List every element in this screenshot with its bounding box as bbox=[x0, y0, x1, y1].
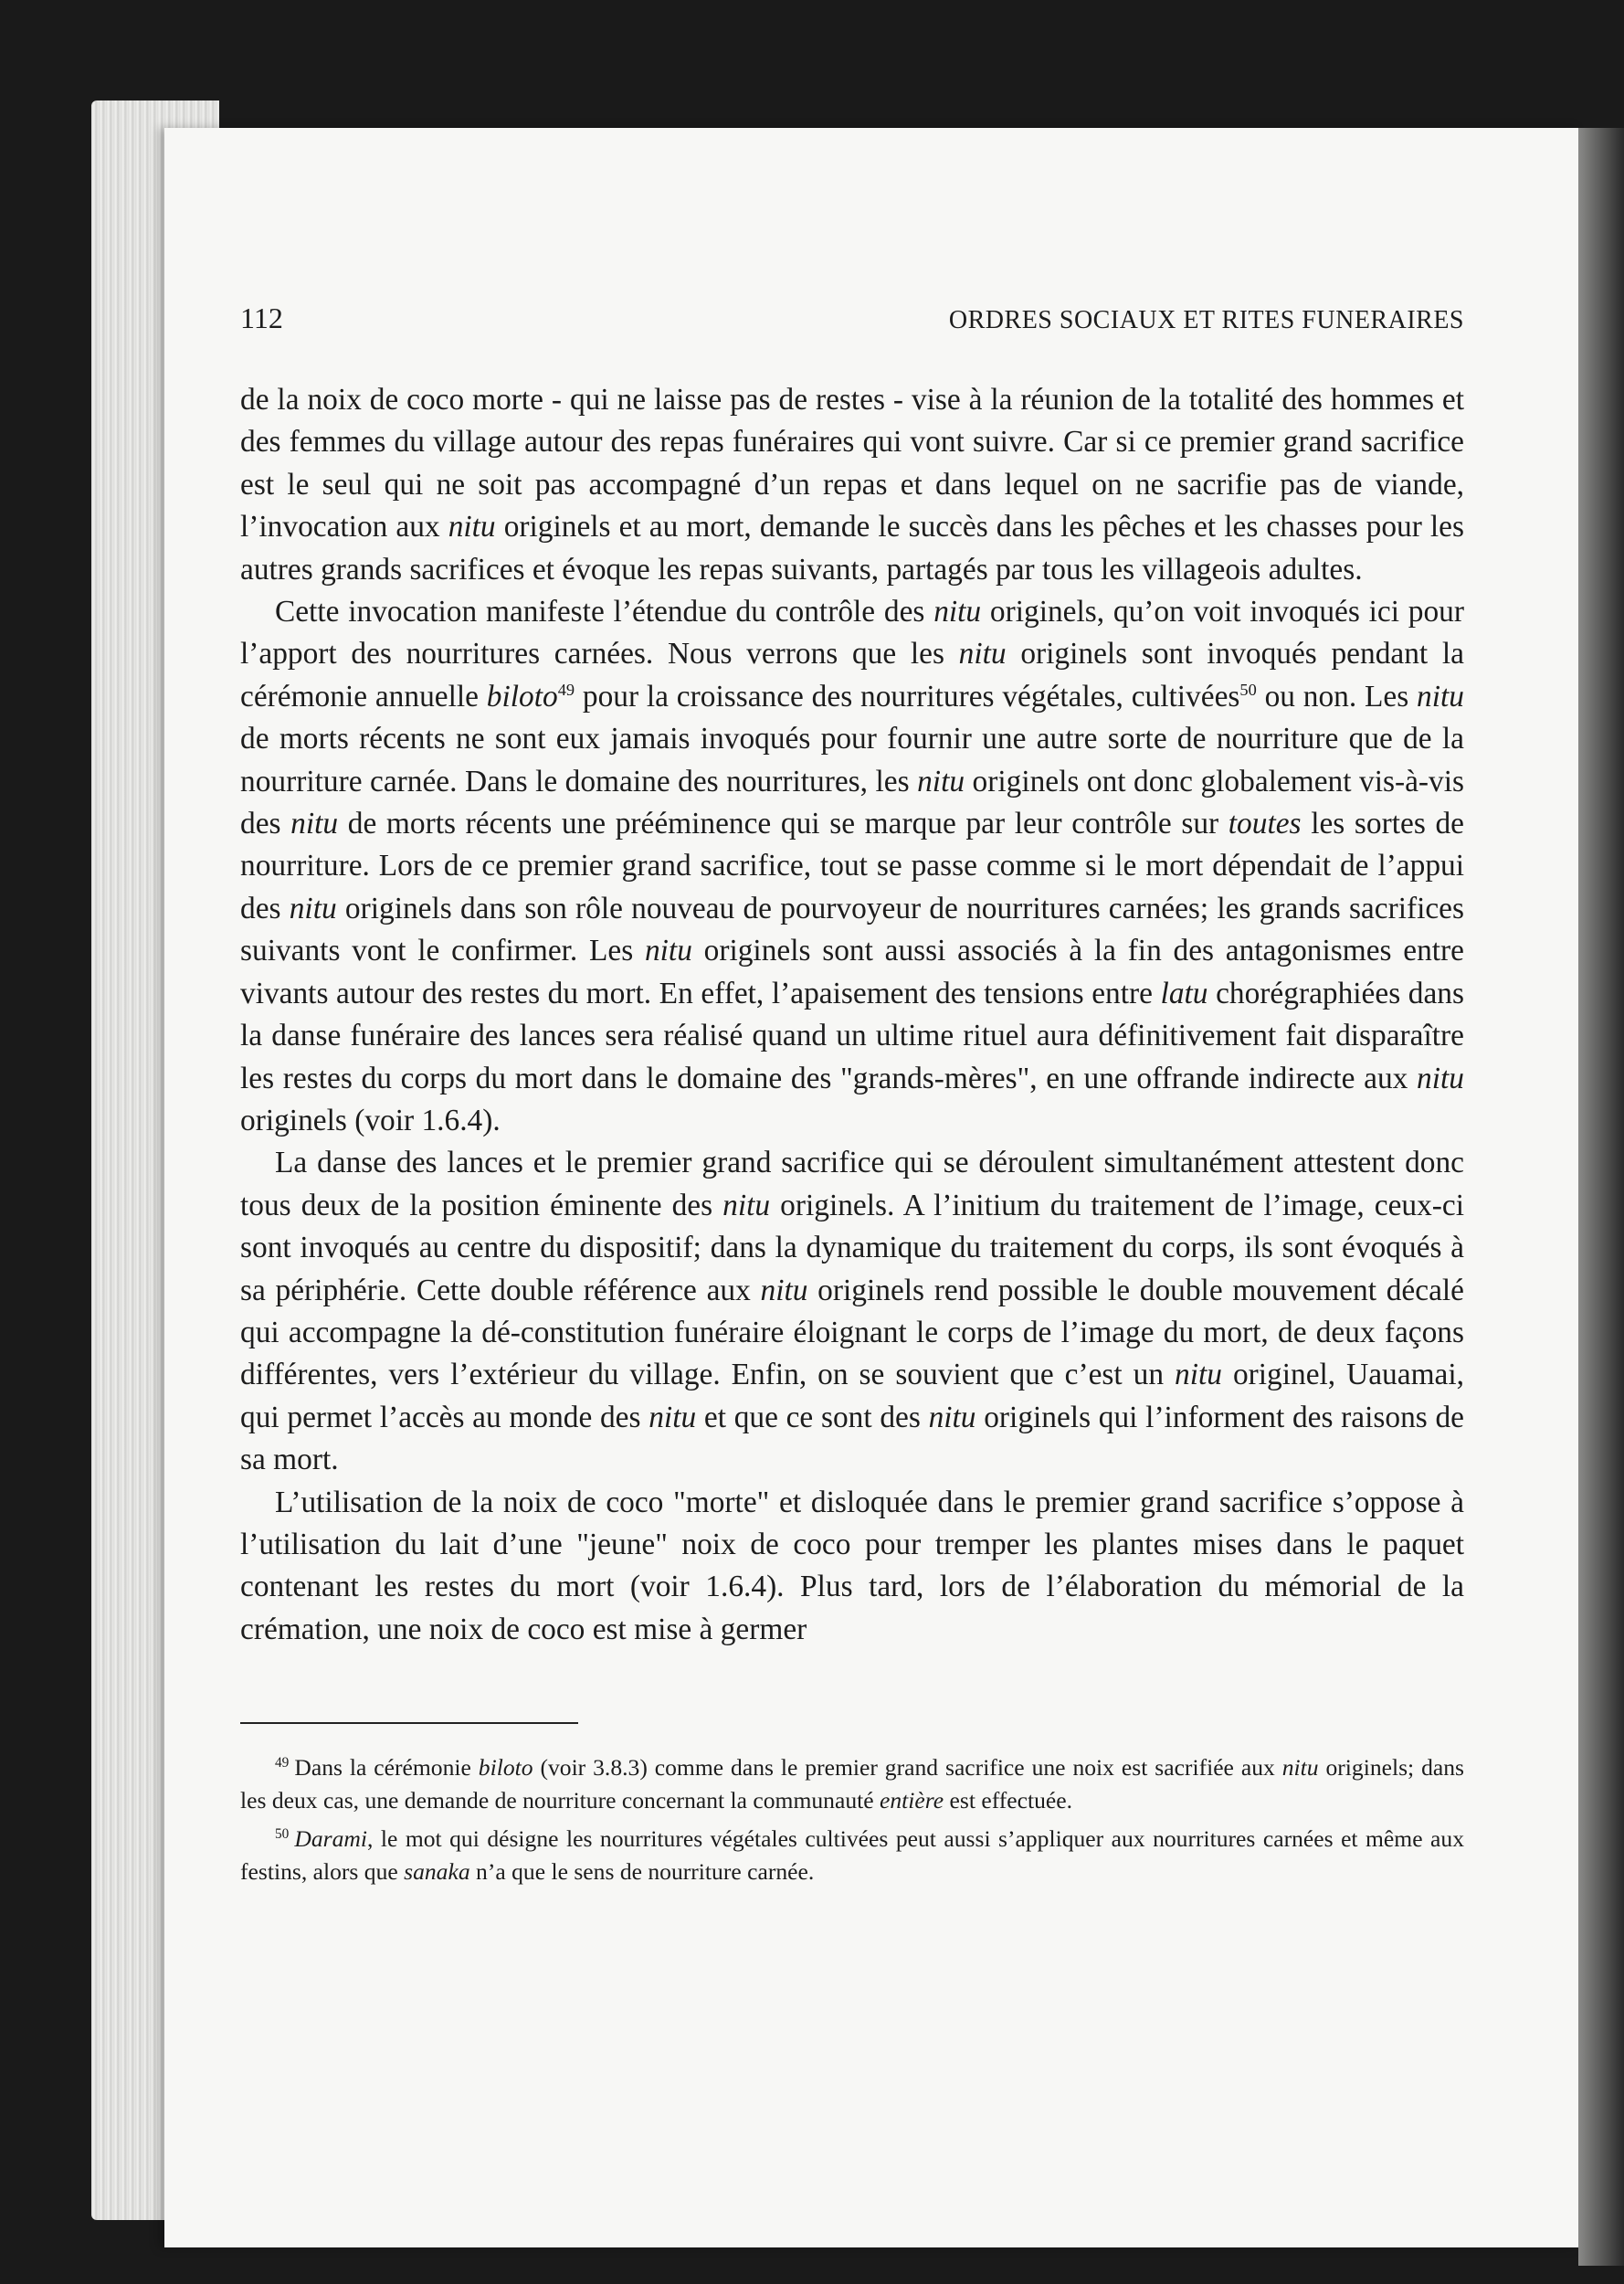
text-run: , le mot qui désigne les nourritures végétales cultivées peut aussi s’appliquer aux nourritures carnées et même aux festins, alors que bbox=[240, 1825, 1464, 1886]
body-text bbox=[240, 379, 1464, 1651]
text-run: n’a que le sens de nourriture carnée. bbox=[469, 1858, 815, 1886]
paragraph-4 bbox=[240, 1482, 1464, 1652]
text-run: est effectuée. bbox=[944, 1787, 1073, 1814]
italic-term: entière bbox=[880, 1787, 944, 1814]
page-number: 112 bbox=[240, 301, 283, 334]
text-run: originels ont donc globalement vis-à-vis des bbox=[240, 764, 1464, 841]
text-run: Cette invocation manifeste l’étendue du contrôle des bbox=[275, 595, 934, 629]
running-title: ORDRES SOCIAUX ET RITES FUNERAIRES bbox=[948, 306, 1464, 334]
italic-term: nitu bbox=[958, 637, 1007, 671]
text-run: originel, Uauamai, qui permet l’accès au monde des bbox=[240, 1358, 1464, 1434]
italic-term: nitu bbox=[1417, 679, 1464, 714]
text-run: de la noix de coco morte - qui ne laisse pas de restes - vise à la réunion de la totalité des hommes et des femmes du village autour des repas funéraires qui vont suivre. Car si ce premier grand sacrifice est le seul qui ne soit pas accompagné d’un repas et dans lequel on ne sacrifie pas de viande, l’invocation aux bbox=[240, 383, 1464, 545]
text-run: originels. A l’initium du traitement de l’image, ceux-ci sont invoqués au centre du dispositif; dans la dynamique du traitement du corps, ils sont évoqués à sa périphérie. Cette double référence aux bbox=[240, 1188, 1464, 1307]
italic-term: nitu bbox=[448, 510, 496, 545]
text-run: originels et au mort, demande le succès dans les pêches et les chasses pour les autres grands sacrifices et évoque les repas suivants, partagés par tous les villageois adultes. bbox=[240, 510, 1464, 587]
text-run: de morts récents ne sont eux jamais invoqués pour fournir une autre sorte de nourriture que de la nourriture carnée. Dans le domaine des nourritures, les bbox=[240, 722, 1464, 798]
italic-term: nitu bbox=[1281, 1754, 1319, 1782]
italic-term: toutes bbox=[1228, 807, 1302, 841]
text-run: originels dans son rôle nouveau de pourvoyeur de nourritures carnées; les grands sacrifices suivants vont le confirmer. Les bbox=[240, 891, 1465, 968]
italic-term: nitu bbox=[928, 1400, 976, 1434]
text-run: (voir 3.8.3) comme dans le premier grand sacrifice une noix est sacrifiée aux bbox=[533, 1754, 1282, 1782]
text-run: originels sont aussi associés à la fin des antagonismes entre vivants autour des restes du mort. En effet, l’apaisement des tensions entre bbox=[240, 934, 1464, 1010]
text-run: Dans la cérémonie bbox=[294, 1754, 479, 1782]
paragraph-3 bbox=[240, 1142, 1464, 1481]
italic-term: nitu bbox=[649, 1400, 697, 1434]
italic-term: nitu bbox=[289, 891, 337, 925]
italic-term: biloto bbox=[478, 1754, 533, 1782]
text-run: originels; dans les deux cas, une demande de nourriture concernant la communauté bbox=[240, 1754, 1465, 1814]
text-run: originels (voir 1.6.4). bbox=[240, 1103, 501, 1137]
running-head bbox=[240, 301, 1464, 335]
text-run: originels rend possible le double mouvement décalé qui accompagne la dé-constitution funéraire éloignant le corps de l’image du mort, de deux façons différentes, vers l’extérieur du village. Enfin, on se souvient que c’est un bbox=[240, 1273, 1464, 1392]
text-run: originels, qu’on voit invoqués ici pour l’apport des nourritures carnées. Nous verrons que les bbox=[240, 595, 1464, 671]
footnote-49 bbox=[240, 1751, 1464, 1817]
text-run: les sortes de nourriture. Lors de ce premier grand sacrifice, tout se passe comme si le mort dépendait de l’appui des bbox=[240, 807, 1464, 925]
footnote-mark: 50 bbox=[275, 1825, 290, 1842]
footnote-ref: 49 bbox=[557, 680, 575, 699]
italic-term: nitu bbox=[917, 764, 965, 798]
italic-term: nitu bbox=[722, 1188, 771, 1222]
paragraph-1 bbox=[240, 379, 1464, 591]
text-run: chorégraphiées dans la danse funéraire des lances sera réalisé quand un ultime rituel aura définitivement fait disparaître les restes du corps du mort dans le domaine des "grands-mères", en une offrande indirecte aux bbox=[240, 976, 1464, 1095]
text-run: de morts récents une prééminence qui se marque par leur contrôle sur bbox=[338, 807, 1229, 841]
footnote-ref: 50 bbox=[1239, 680, 1257, 699]
italic-term: nitu bbox=[933, 595, 982, 629]
text-run: originels sont invoqués pendant la cérémonie annuelle bbox=[240, 637, 1464, 714]
italic-term: sanaka bbox=[404, 1858, 470, 1886]
italic-term: biloto bbox=[486, 679, 558, 714]
text-run: L’utilisation de la noix de coco "morte" et disloquée dans le premier grand sacrifice s’oppose à l’utilisation du lait d’une "jeune" noix de coco pour tremper les plantes mises dans le paquet contenant les restes du mort (voir 1.6.4). Plus tard, lors de l’élaboration du mémorial de la crémation, une noix de coco est mise à germer bbox=[240, 1485, 1464, 1646]
italic-term: nitu bbox=[1175, 1358, 1222, 1392]
italic-term: nitu bbox=[1417, 1061, 1464, 1095]
footnote-50 bbox=[240, 1823, 1464, 1888]
text-run: La danse des lances et le premier grand sacrifice qui se déroulent simultanément attestent donc tous deux de la position éminente des bbox=[240, 1146, 1464, 1222]
footnote-rule bbox=[240, 1722, 578, 1724]
text-run: pour la croissance des nourritures végétales, cultivées bbox=[575, 679, 1240, 714]
text-run: ou non. Les bbox=[1256, 679, 1418, 714]
italic-term: nitu bbox=[644, 934, 692, 968]
book-gutter-shadow bbox=[1578, 128, 1624, 2266]
paragraph-2 bbox=[240, 591, 1464, 1142]
text-run: et que ce sont des bbox=[696, 1400, 929, 1434]
italic-term: nitu bbox=[290, 807, 339, 841]
page-content bbox=[240, 301, 1464, 1888]
text-run: originels qui l’informent des raisons de sa mort. bbox=[240, 1400, 1464, 1477]
italic-term: latu bbox=[1160, 976, 1208, 1010]
footnote-mark: 49 bbox=[275, 1754, 290, 1771]
italic-term: Darami bbox=[294, 1825, 367, 1853]
italic-term: nitu bbox=[760, 1273, 808, 1307]
